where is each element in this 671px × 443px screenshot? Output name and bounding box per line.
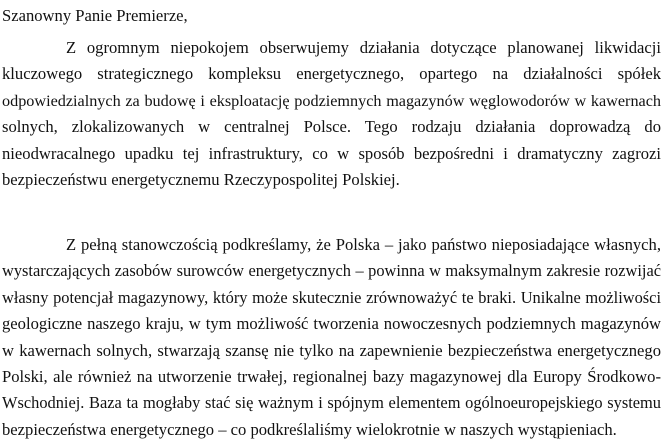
salutation: Szanowny Panie Premierze,: [2, 6, 188, 25]
paragraph-line: bezpieczeństwu energetycznemu Rzeczypospolitej Polskiej.: [2, 169, 400, 189]
paragraph-1: [2, 35, 661, 193]
paragraph-line: wystarczających zasobów surowców energetycznych – powinna w maksymalnym zakresie rozwijać: [2, 261, 661, 281]
paragraph-line: Polski, ale również na utworzenie trwałej, regionalnej bazy magazynowej dla Europy Środkowo-: [2, 366, 661, 386]
paragraph-line: geologiczne naszego kraju, w tym możliwość tworzenia nowoczesnych podziemnych magazynów: [2, 314, 661, 334]
paragraph-line: bezpieczeństwa energetycznego – co podkreślaliśmy wielokrotnie w naszych wystąpieniach.: [2, 419, 617, 439]
paragraph-line: Z pełną stanowczością podkreślamy, że Polska – jako państwo nieposiadające własnych,: [66, 235, 661, 254]
paragraph-line: w kawernach solnych, stwarzają szansę nie tylko na zapewnienie bezpieczeństwa energetycznego: [2, 340, 661, 360]
paragraph-line: solnych, zlokalizowanych w centralnej Polsce. Tego rodzaju działania doprowadzą do: [2, 117, 661, 137]
paragraph-line: odpowiedzialnych za budowę i eksploatację podziemnych magazynów węglowodorów w kawernach: [2, 91, 661, 110]
paragraph-line: Z ogromnym niepokojem obserwujemy działania dotyczące planowanej likwidacji: [66, 38, 661, 57]
paragraph-line: nieodwracalnego upadku tej infrastruktury, co w sposób bezpośredni i dramatyczny zagrozi: [2, 143, 661, 163]
paragraph-line: własny potencjał magazynowy, który może skutecznie zrównoważyć te braki. Unikalne możliwości: [2, 287, 661, 307]
paragraph-2: [2, 232, 661, 443]
paragraph-line: Wschodniej. Baza ta mogłaby stać się ważnym i spójnym elementem ogólnoeuropejskiego systemu: [2, 393, 661, 413]
paragraph-line: kluczowego strategicznego kompleksu energetycznego, opartego na działalności spółek: [2, 64, 661, 84]
